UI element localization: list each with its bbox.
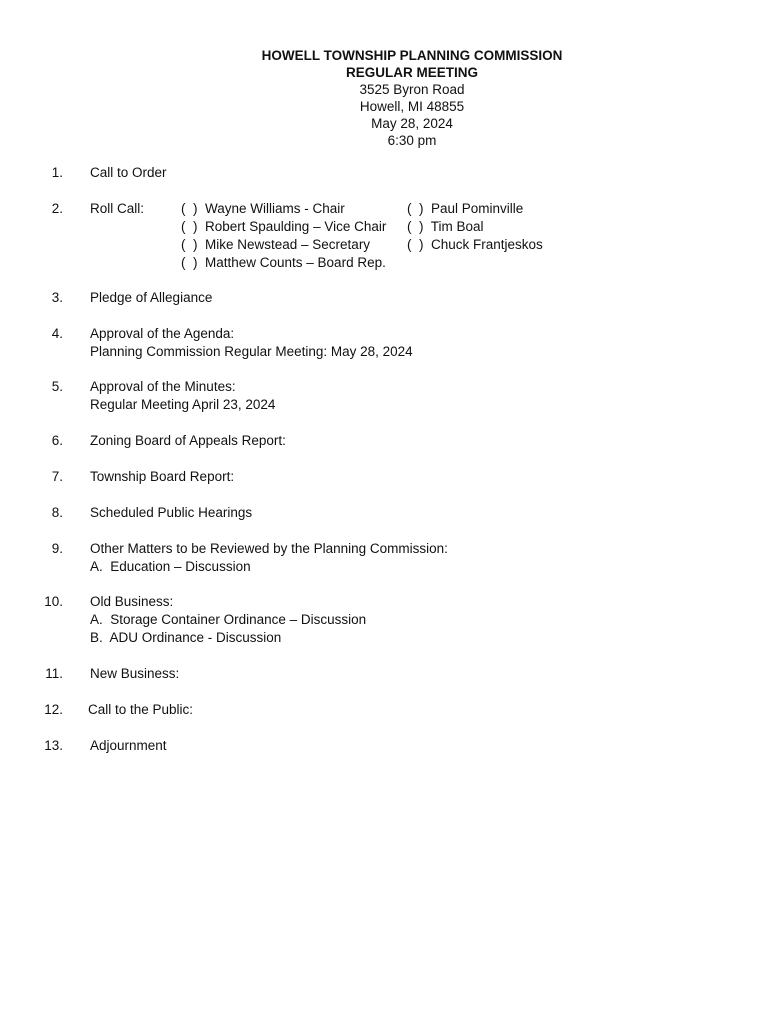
item-text: Old Business: bbox=[90, 594, 174, 609]
item-number: 6. bbox=[51, 433, 63, 448]
item-text: Zoning Board of Appeals Report: bbox=[90, 433, 286, 448]
roll-call-member: ( ) Mike Newstead – Secretary bbox=[181, 237, 371, 252]
item-text: Roll Call: bbox=[90, 201, 145, 216]
roll-call-member: ( ) Robert Spaulding – Vice Chair bbox=[181, 219, 387, 234]
item-number: 12. bbox=[44, 702, 63, 717]
item-number: 11. bbox=[45, 666, 63, 681]
item-number: 3. bbox=[51, 290, 63, 305]
item-text: Adjournment bbox=[90, 738, 167, 753]
item-number: 9. bbox=[51, 541, 63, 556]
item-number: 7. bbox=[51, 469, 63, 484]
roll-call-column-2 bbox=[407, 200, 543, 254]
agenda-header bbox=[0, 47, 770, 149]
meeting-time: 6:30 pm bbox=[387, 133, 437, 148]
item-number: 4. bbox=[51, 326, 63, 341]
item-number: 1. bbox=[51, 165, 63, 180]
item-subtext: B. ADU Ordinance - Discussion bbox=[90, 630, 282, 645]
item-text: Pledge of Allegiance bbox=[90, 290, 213, 305]
item-text: Other Matters to be Reviewed by the Planning Commission: bbox=[90, 541, 448, 556]
item-text: New Business: bbox=[90, 666, 180, 681]
item-text: Approval of the Minutes: bbox=[90, 379, 236, 394]
item-text: Scheduled Public Hearings bbox=[90, 505, 253, 520]
item-number: 10. bbox=[44, 594, 63, 609]
item-number: 5. bbox=[51, 379, 63, 394]
item-number: 2. bbox=[51, 201, 63, 216]
roll-call-member: ( ) Chuck Frantjeskos bbox=[407, 237, 543, 252]
item-subtext: Regular Meeting April 23, 2024 bbox=[90, 397, 276, 412]
roll-call-member: ( ) Paul Pominville bbox=[407, 201, 524, 216]
item-text: Approval of the Agenda: bbox=[90, 326, 235, 341]
item-subtext: A. Storage Container Ordinance – Discussion bbox=[90, 612, 367, 627]
item-text: Township Board Report: bbox=[90, 469, 235, 484]
roll-call-member: ( ) Tim Boal bbox=[407, 219, 484, 234]
meeting-date: May 28, 2024 bbox=[371, 116, 453, 131]
item-text: Call to Order bbox=[90, 165, 167, 180]
roll-call-member: ( ) Matthew Counts – Board Rep. bbox=[181, 255, 386, 270]
address-street: 3525 Byron Road bbox=[359, 82, 465, 97]
meeting-type: REGULAR MEETING bbox=[345, 65, 478, 80]
item-number: 8. bbox=[51, 505, 63, 520]
address-city: Howell, MI 48855 bbox=[359, 99, 465, 114]
item-text: Call to the Public: bbox=[88, 702, 194, 717]
item-subtext: Planning Commission Regular Meeting: May 28, 2024 bbox=[90, 344, 413, 359]
commission-title: HOWELL TOWNSHIP PLANNING COMMISSION bbox=[261, 48, 563, 63]
roll-call-column-1 bbox=[181, 200, 386, 272]
roll-call-member: ( ) Wayne Williams - Chair bbox=[181, 201, 345, 216]
item-subtext: A. Education – Discussion bbox=[90, 559, 251, 574]
item-number: 13. bbox=[44, 738, 63, 753]
